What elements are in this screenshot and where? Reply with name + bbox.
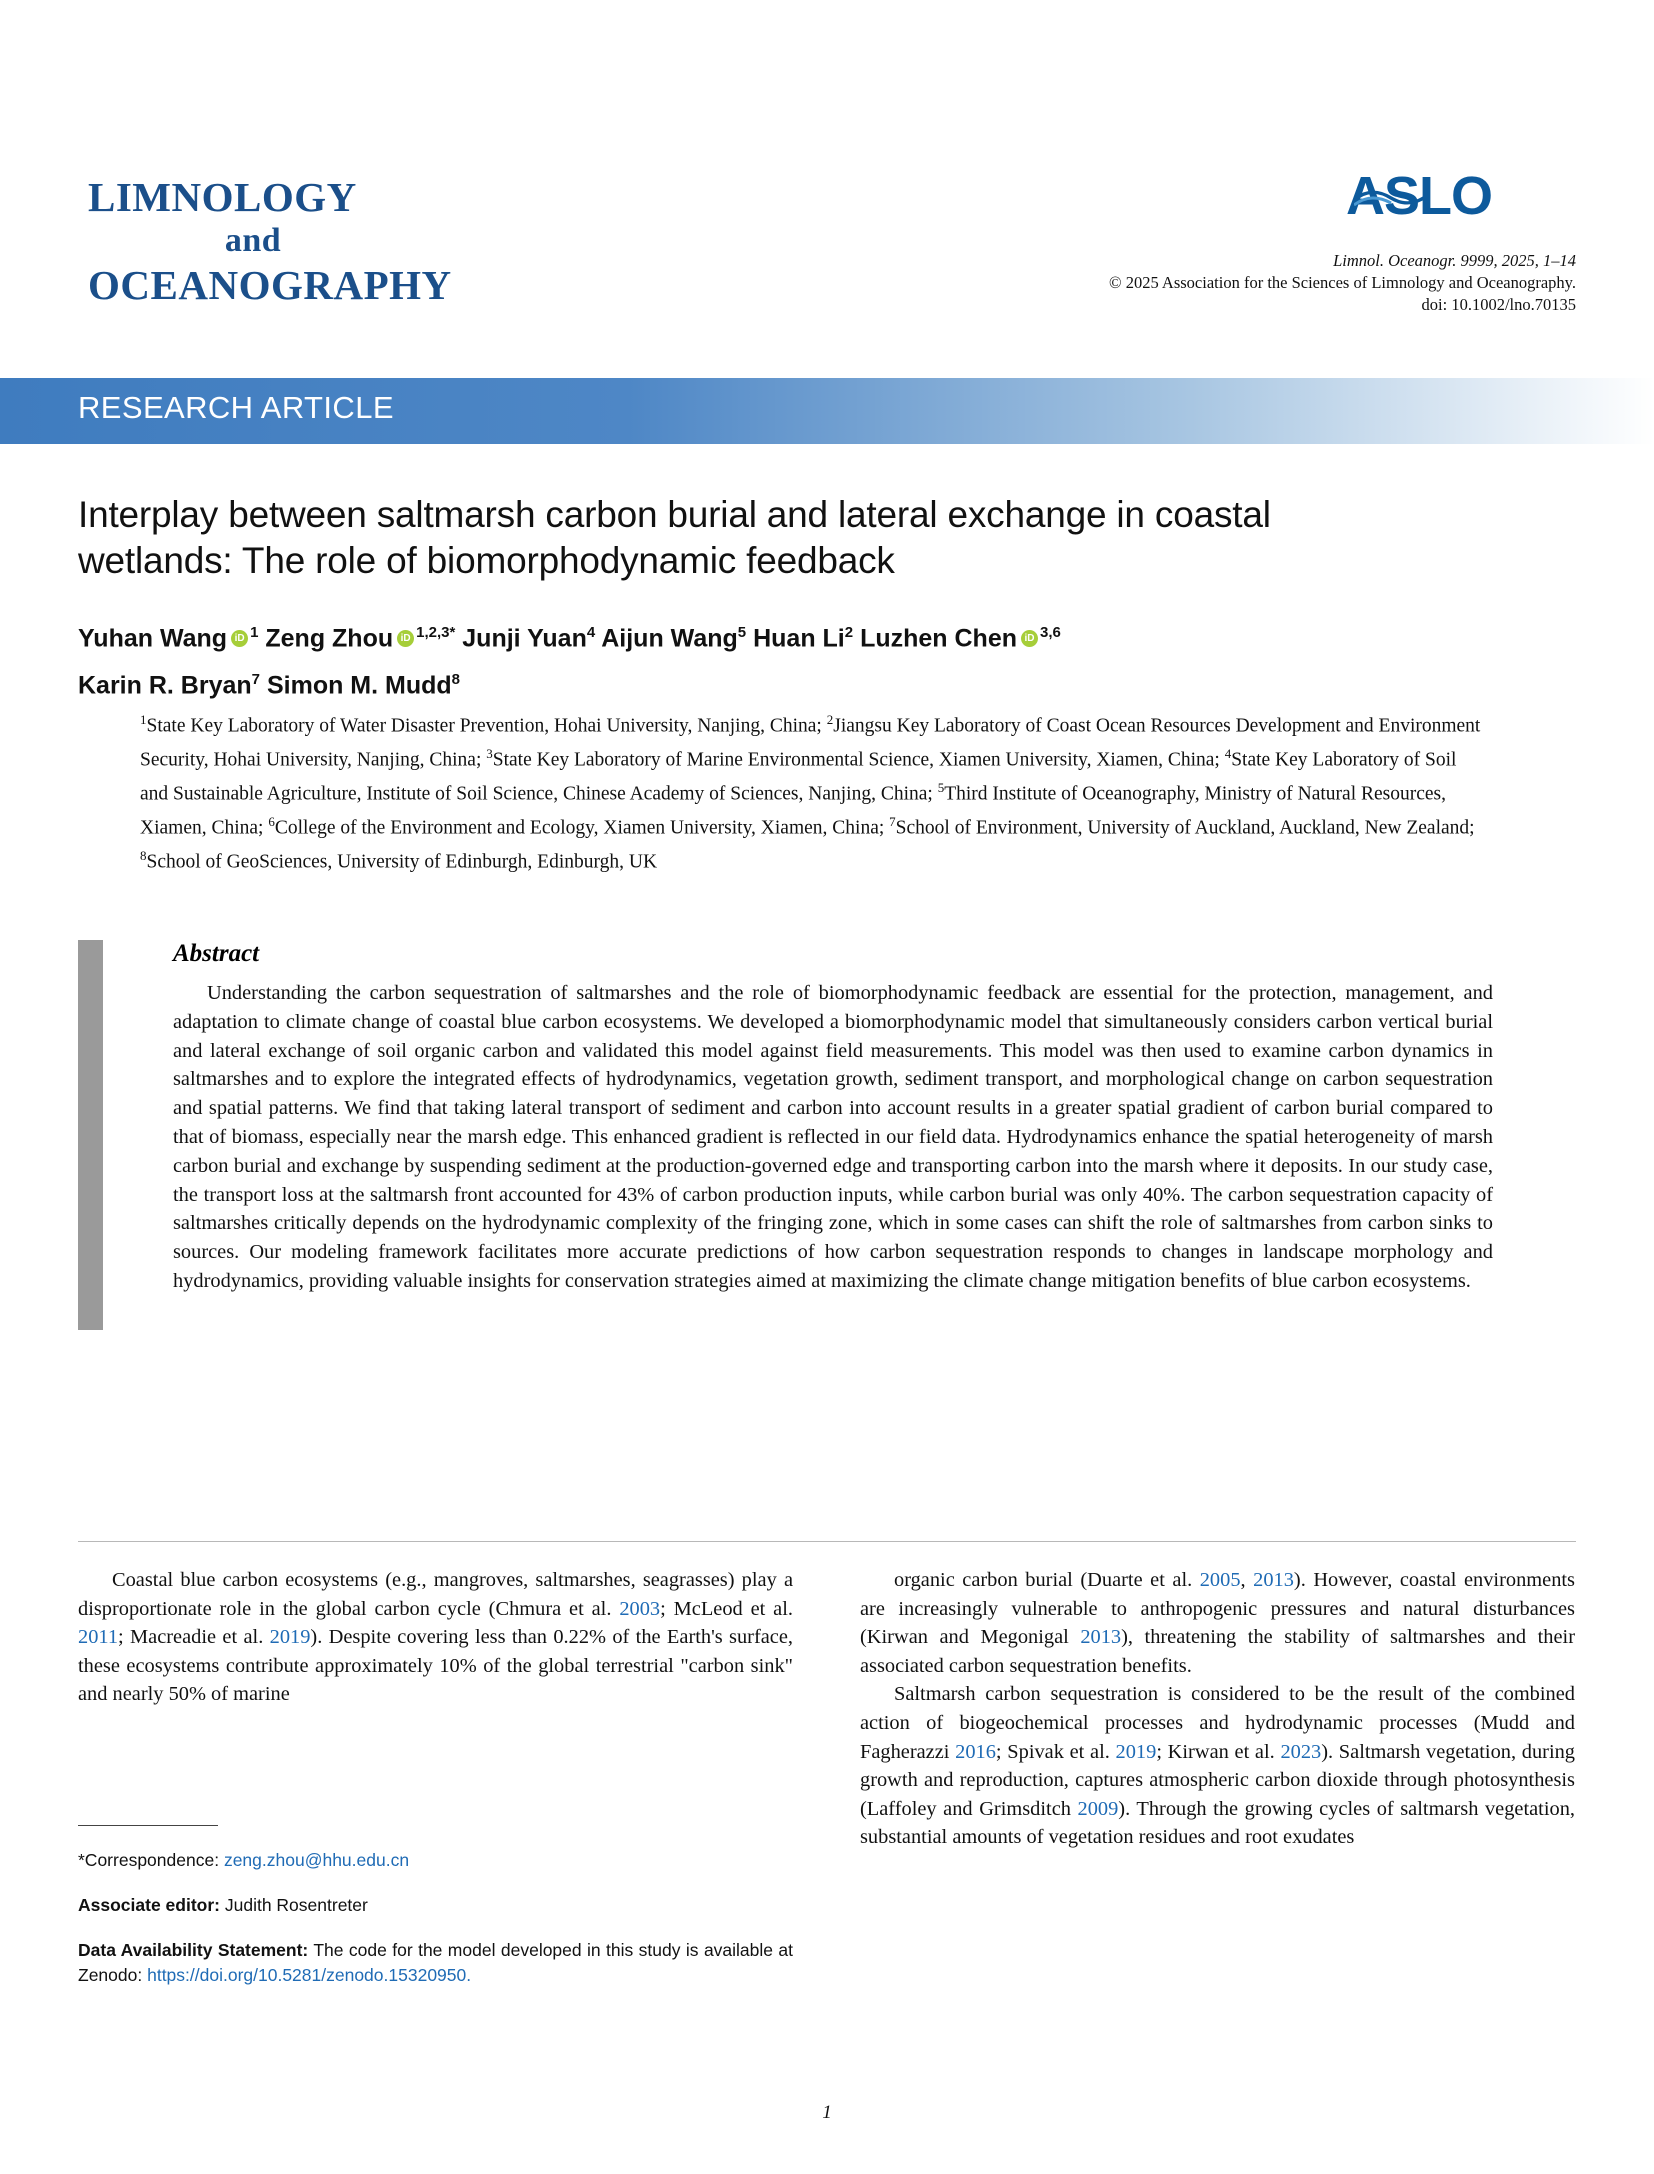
data-availability-link[interactable]: https://doi.org/10.5281/zenodo.15320950. <box>147 1965 472 1985</box>
footnote-divider <box>78 1825 218 1826</box>
data-availability-label: Data Availability Statement: <box>78 1940 309 1960</box>
page-number: 1 <box>822 2102 832 2123</box>
abstract-sidebar <box>78 940 103 1330</box>
footnote-block <box>78 1825 793 2008</box>
author-name: Karin R. Bryan <box>78 671 252 700</box>
issue-info <box>936 250 1576 316</box>
author-name: Zeng Zhou <box>265 624 394 653</box>
author-list <box>78 612 1478 707</box>
paragraph: Saltmarsh carbon sequestration is considered to be the result of the combined action of biogeochemical processes and hydrodynamic processes (Mudd and Fagherazzi 2016; Spivak et al. 2019; Kirwan et al. 2023). Saltmarsh vegetation, during growth and reproduction, captures atmospheric carbon dioxide through photosynthesis (Laffoley and Grimsditch 2009). Through the growing cycles of saltmarsh vegetation, substantial amounts of vegetation residues and root exudates <box>860 1683 1575 1849</box>
aslo-logo-text: ASLO <box>1346 166 1493 226</box>
journal-title <box>88 175 648 307</box>
correspondence-label: *Correspondence: <box>78 1850 220 1870</box>
author-name: Simon M. Mudd <box>266 671 452 700</box>
data-availability-note <box>78 1938 793 1988</box>
associate-editor-name: Judith Rosentreter <box>224 1895 368 1915</box>
abstract-text: Understanding the carbon sequestration of saltmarshes and the role of biomorphodynamic feedback are essential for the protection, management, and adaptation to climate change of coastal blue carbon ecosystems. We developed a biomorphodynamic model that simultaneously considers carbon vertical burial and lateral exchange of soil organic carbon and validated this model against field measurements. This model was then used to examine carbon dynamics in saltmarshes and to explore the integrated effects of hydrodynamics, vegetation growth, sediment transport, and morphological change on carbon sequestration and spatial patterns. We find that taking lateral transport of sediment and carbon into account results in a greater spatial gradient of carbon burial compared to that of biomass, especially near the marsh edge. This enhanced gradient is reflected in our field data. Hydrodynamics enhance the spatial heterogeneity of marsh carbon burial and exchange by suspending sediment at the production-governed edge and transporting carbon into the marsh where it deposits. In our study case, the transport loss at the saltmarsh front accounted for 43% of carbon production inputs, while carbon burial was only 40%. The carbon sequestration capacity of saltmarshes critically depends on the hydrodynamic complexity of the fringing zone, which in some cases can shift the role of saltmarshes from carbon sinks to sources. Our modeling framework facilitates more accurate predictions of how carbon sequestration responds to changes in landscape morphology and hydrodynamics, providing valuable insights for conservation strategies aimed at maximizing the climate change mitigation benefits of blue carbon ecosystems. <box>173 982 1493 1292</box>
author-affil-marker: 4 <box>586 624 596 641</box>
orcid-icon[interactable] <box>1021 630 1038 647</box>
aslo-logo <box>1346 168 1576 228</box>
author-affil-marker: 1 <box>250 624 259 641</box>
doi-line: doi: 10.1002/lno.70135 <box>1421 295 1576 314</box>
body-column-right <box>860 1566 1575 1852</box>
author-name: Yuhan Wang <box>78 624 228 653</box>
orcid-icon[interactable] <box>397 630 414 647</box>
journal-title-line1: LIMNOLOGY <box>88 174 357 220</box>
correspondence-email-link[interactable]: zeng.zhou@hhu.edu.cn <box>223 1850 410 1870</box>
journal-title-line3: OCEANOGRAPHY <box>88 262 452 308</box>
copyright-line: © 2025 Association for the Sciences of Limnology and Oceanography. <box>1109 273 1576 292</box>
author-name: Luzhen Chen <box>860 624 1017 653</box>
associate-editor-label: Associate editor: <box>78 1895 220 1915</box>
author-name: Aijun Wang <box>601 624 738 653</box>
author-affil-marker: 3,6 <box>1040 624 1061 641</box>
data-availability-text: The code for the model developed in this study is available at Zenodo: <box>78 1940 794 1985</box>
correspondence-note <box>78 1848 793 1873</box>
divider <box>78 1541 1576 1542</box>
citation-line: Limnol. Oceanogr. 9999, 2025, 1–14 <box>1333 251 1576 270</box>
paragraph: organic carbon burial (Duarte et al. 2005, 2013). However, coastal environments are increasingly vulnerable to anthropogenic pressures and natural disturbances (Kirwan and Megonigal 2013), threatening the stability of saltmarshes and their associated carbon sequestration benefits. <box>860 1569 1575 1677</box>
associate-editor-note <box>78 1893 793 1918</box>
author-affil-marker: 2 <box>844 624 854 641</box>
abstract-section <box>78 940 1498 1296</box>
affiliations: $^1$State Key Laboratory of Water Disaster Prevention, Hohai University, Nanjing, China; $^2$Jiangsu Key Laboratory of Coast Ocean Resources Development and Environment Security, Hohai University, Nanjing, China; $^3$State Key Laboratory of Marine Environmental Science, Xiamen University, Xiamen, China; $^4$State Key Laboratory of Soil and Sustainable Agriculture, Institute of Soil Science, Chinese Academy of Sciences, Nanjing, China; $^5$Third Institute of Oceanography, Ministry of Natural Resources, Xiamen, China; $^6$College of the Environment and Ecology, Xiamen University, Xiamen, China; $^7$School of Environment, University of Auckland, Auckland, New Zealand; $^8$School of GeoSciences, University of Edinburgh, Edinburgh, UK <box>140 712 1481 873</box>
wave-icon <box>1354 186 1428 206</box>
author-affil-marker: 8 <box>451 671 461 689</box>
author-name: Junji Yuan <box>462 624 587 653</box>
author-affil-marker: 5 <box>737 624 747 641</box>
body-column-left <box>78 1566 793 1709</box>
author-name: Huan Li <box>753 624 845 653</box>
abstract-heading: Abstract <box>173 940 260 967</box>
author-affil-marker: 1,2,3* <box>416 624 456 641</box>
orcid-icon[interactable] <box>231 630 248 647</box>
banner-label: RESEARCH ARTICLE <box>78 390 394 425</box>
author-affil-marker: 7 <box>251 671 261 689</box>
page-title: Interplay between saltmarsh carbon burial and lateral exchange in coastal wetlands: The role of biomorphodynamic feedback <box>78 494 1271 581</box>
masthead <box>0 0 1654 340</box>
paragraph: Coastal blue carbon ecosystems (e.g., mangroves, saltmarshes, seagrasses) play a disproportionate role in the global carbon cycle (Chmura et al. 2003; McLeod et al. 2011; Macreadie et al. 2019). Despite covering less than 0.22% of the Earth's surface, these ecosystems contribute approximately 10% of the global terrestrial "carbon sink" and nearly 50% of marine <box>78 1569 794 1706</box>
journal-title-line2: and <box>224 222 282 259</box>
